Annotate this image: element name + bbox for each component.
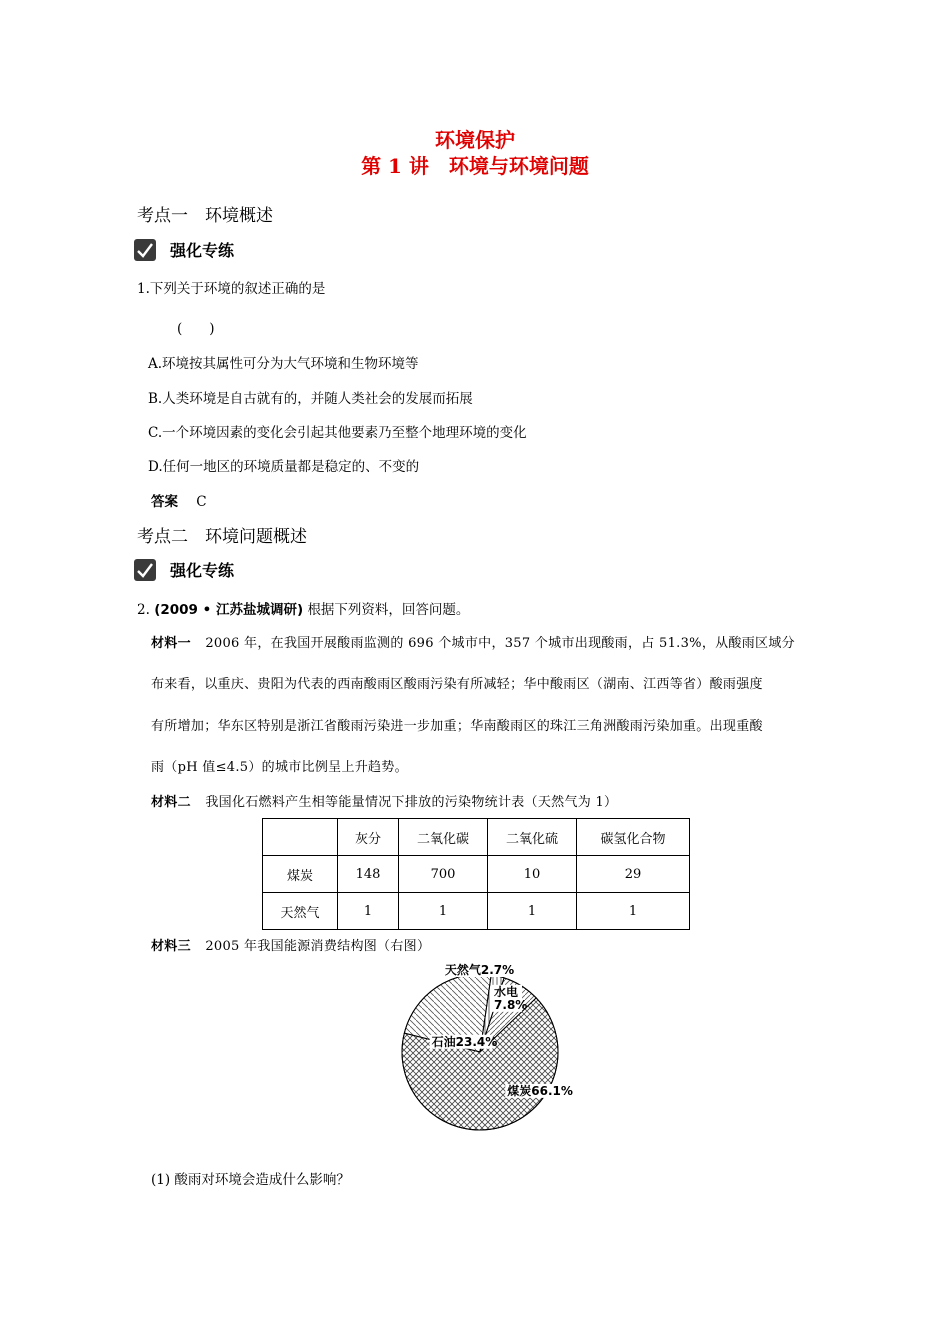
- material-2-label: 材料二: [151, 795, 191, 810]
- pie-label-煤炭: 煤炭66.1%: [507, 1083, 573, 1098]
- table-cell: 1: [338, 893, 399, 930]
- option-b: B.人类环境是自古就有的，并随人类社会的发展而拓展: [148, 391, 473, 407]
- answer-bracket: ( ): [177, 321, 215, 337]
- question-2-stem: [137, 598, 469, 618]
- sub-question-1: (1) 酸雨对环境会造成什么影响？: [151, 1172, 350, 1188]
- option-d: D.任何一地区的环境质量都是稳定的、不变的: [148, 459, 420, 475]
- material-1-line-4: 雨（pH 值≤4.5）的城市比例呈上升趋势。: [151, 760, 408, 775]
- option-a: A.环境按其属性可分为大气环境和生物环境等: [148, 356, 419, 372]
- section-title-2: 考点二 环境问题概述: [137, 527, 307, 547]
- material-1-line-3: 有所增加；华东区特别是浙江省酸雨污染进一步加重；华南酸雨区的珠江三角洲酸雨污染加重。出现重酸: [151, 719, 763, 734]
- energy-pie-chart: [380, 960, 580, 1150]
- table-row: [263, 893, 690, 930]
- section-title-1: 考点一 环境概述: [137, 206, 273, 226]
- material-2-line: 材料二 我国化石燃料产生相等能量情况下排放的污染物统计表（天然气为 1）: [151, 795, 618, 810]
- question-source: (2009 • 江苏盐城调研): [154, 602, 304, 618]
- answer-row: [151, 490, 207, 510]
- practice-heading-label: 强化专练: [170, 241, 235, 260]
- table-cell: 29: [577, 856, 690, 893]
- table-cell: 天然气: [263, 893, 338, 930]
- table-cell: 1: [488, 893, 577, 930]
- table-cell: 1: [399, 893, 488, 930]
- question-number: 2.: [137, 602, 150, 618]
- practice-heading-2: [134, 558, 234, 581]
- material-1-label: 材料一: [151, 636, 191, 651]
- page-title: 环境保护: [435, 128, 515, 152]
- page-subtitle: 第 1 讲 环境与环境问题: [361, 154, 589, 178]
- table-cell: 10: [488, 856, 577, 893]
- checkbox-icon: [134, 239, 156, 261]
- checkbox-icon: [134, 559, 156, 581]
- table-header-cell: 二氧化硫: [488, 819, 577, 856]
- material-1-line-1: 材料一 2006 年，在我国开展酸雨监测的 696 个城市中，357 个城市出现酸雨，占 51.3%，从酸雨区域分: [151, 636, 795, 651]
- material-3-line: 材料三 2005 年我国能源消费结构图（右图）: [151, 939, 431, 954]
- table-header-row: [263, 819, 690, 856]
- table-cell: 148: [338, 856, 399, 893]
- material-1-line-2: 布来看，以重庆、贵阳为代表的西南酸雨区酸雨污染有所减轻；华中酸雨区（湖南、江西等省）酸雨强度: [151, 677, 763, 692]
- table-header-cell: 灰分: [338, 819, 399, 856]
- question-1-stem: 1.下列关于环境的叙述正确的是: [137, 281, 326, 297]
- table-row: [263, 856, 690, 893]
- material-3-label: 材料三: [151, 939, 191, 954]
- table-header-cell: 二氧化碳: [399, 819, 488, 856]
- answer-label: 答案: [151, 494, 178, 510]
- answer-value: C: [196, 494, 207, 510]
- table-header-cell: 碳氢化合物: [577, 819, 690, 856]
- table-cell: 煤炭: [263, 856, 338, 893]
- pollutant-table: [262, 818, 690, 930]
- pie-label-天然气: 天然气2.7%: [444, 963, 515, 977]
- table-cell: 700: [399, 856, 488, 893]
- question-text: 根据下列资料，回答问题。: [307, 602, 470, 618]
- practice-heading-1: [134, 238, 234, 261]
- table-header-cell: [263, 819, 338, 856]
- option-c: C.一个环境因素的变化会引起其他要素乃至整个地理环境的变化: [148, 425, 527, 441]
- table-cell: 1: [577, 893, 690, 930]
- pie-label-水电: 水电 7.8%: [494, 984, 528, 1012]
- pie-label-石油: 石油23.4%: [431, 1034, 498, 1049]
- practice-heading-label: 强化专练: [170, 561, 235, 580]
